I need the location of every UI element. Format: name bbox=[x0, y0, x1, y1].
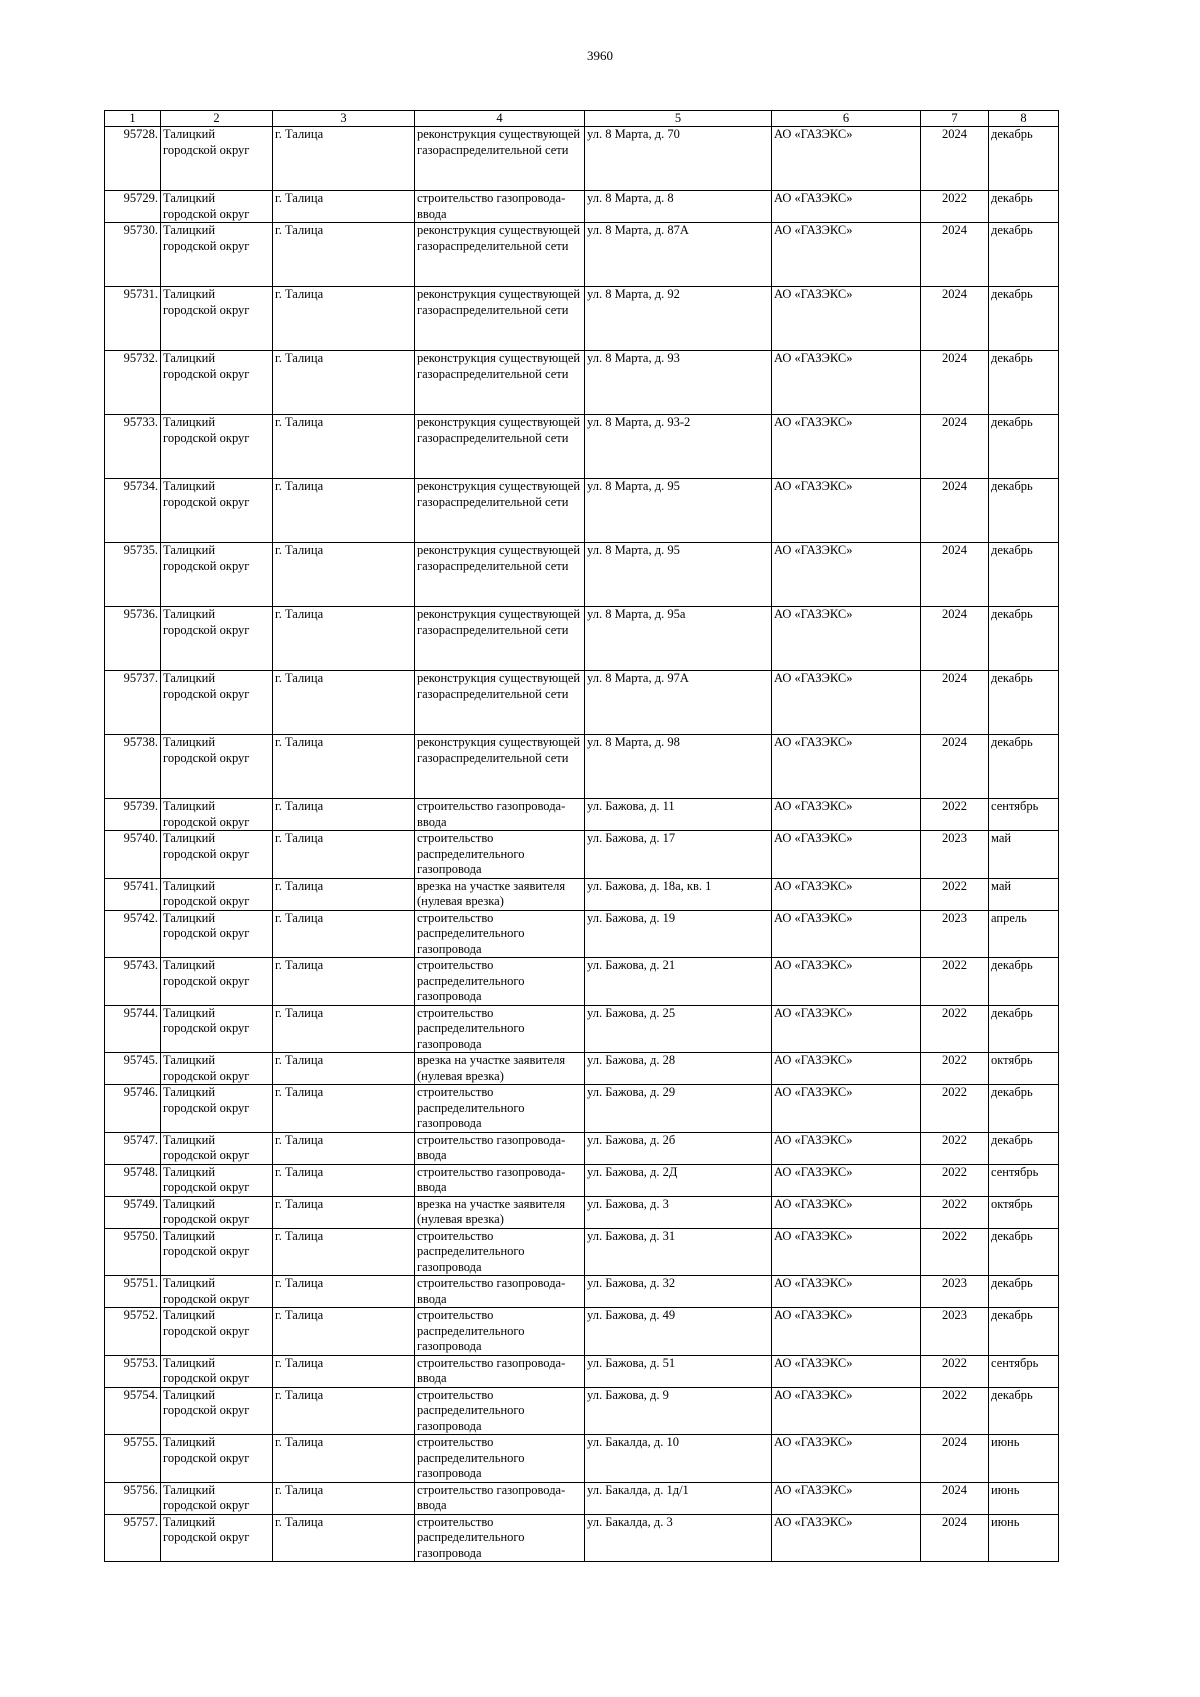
table-row bbox=[105, 1196, 1059, 1228]
row-number-cell: 95730. bbox=[105, 223, 161, 287]
year-cell: 2024 bbox=[921, 127, 989, 191]
row-number-cell: 95746. bbox=[105, 1085, 161, 1133]
district-cell: Талицкий городской округ bbox=[161, 1355, 273, 1387]
year-cell: 2024 bbox=[921, 1482, 989, 1514]
month-cell: декабрь bbox=[989, 415, 1059, 479]
month-cell: декабрь bbox=[989, 1085, 1059, 1133]
district-cell: Талицкий городской округ bbox=[161, 1514, 273, 1562]
address-cell: ул. Бажова, д. 49 bbox=[585, 1308, 772, 1356]
work-type-cell: строительство распределительного газопровода bbox=[415, 1228, 585, 1276]
table-row bbox=[105, 1308, 1059, 1356]
settlement-cell: г. Талица bbox=[273, 351, 415, 415]
address-cell: ул. Бажова, д. 31 bbox=[585, 1228, 772, 1276]
year-cell: 2022 bbox=[921, 1387, 989, 1435]
table-body bbox=[105, 127, 1059, 1562]
work-type-cell: реконструкция существующей газораспределительной сети bbox=[415, 607, 585, 671]
work-type-cell: строительство газопровода-ввода bbox=[415, 1132, 585, 1164]
organization-cell: АО «ГАЗЭКС» bbox=[772, 1387, 921, 1435]
address-cell: ул. Бакалда, д. 10 bbox=[585, 1435, 772, 1483]
month-cell: декабрь bbox=[989, 1132, 1059, 1164]
row-number-cell: 95735. bbox=[105, 543, 161, 607]
row-number-cell: 95752. bbox=[105, 1308, 161, 1356]
settlement-cell: г. Талица bbox=[273, 1005, 415, 1053]
month-cell: декабрь bbox=[989, 671, 1059, 735]
district-cell: Талицкий городской округ bbox=[161, 1085, 273, 1133]
row-number-cell: 95742. bbox=[105, 910, 161, 958]
district-cell: Талицкий городской округ bbox=[161, 543, 273, 607]
month-cell: декабрь bbox=[989, 1005, 1059, 1053]
district-cell: Талицкий городской округ bbox=[161, 831, 273, 879]
work-type-cell: строительство распределительного газопровода bbox=[415, 1514, 585, 1562]
row-number-cell: 95753. bbox=[105, 1355, 161, 1387]
organization-cell: АО «ГАЗЭКС» bbox=[772, 671, 921, 735]
address-cell: ул. 8 Марта, д. 95 bbox=[585, 479, 772, 543]
table-row bbox=[105, 1164, 1059, 1196]
work-type-cell: реконструкция существующей газораспределительной сети bbox=[415, 351, 585, 415]
settlement-cell: г. Талица bbox=[273, 1387, 415, 1435]
address-cell: ул. Бажова, д. 11 bbox=[585, 799, 772, 831]
organization-cell: АО «ГАЗЭКС» bbox=[772, 1228, 921, 1276]
district-cell: Талицкий городской округ bbox=[161, 910, 273, 958]
table-row bbox=[105, 1355, 1059, 1387]
organization-cell: АО «ГАЗЭКС» bbox=[772, 287, 921, 351]
month-cell: сентябрь bbox=[989, 1164, 1059, 1196]
address-cell: ул. 8 Марта, д. 8 bbox=[585, 191, 772, 223]
work-type-cell: врезка на участке заявителя (нулевая врезка) bbox=[415, 878, 585, 910]
year-cell: 2024 bbox=[921, 287, 989, 351]
year-cell: 2024 bbox=[921, 607, 989, 671]
work-type-cell: строительство газопровода-ввода bbox=[415, 1276, 585, 1308]
organization-cell: АО «ГАЗЭКС» bbox=[772, 191, 921, 223]
month-cell: декабрь bbox=[989, 1387, 1059, 1435]
organization-cell: АО «ГАЗЭКС» bbox=[772, 1514, 921, 1562]
address-cell: ул. Бажова, д. 29 bbox=[585, 1085, 772, 1133]
year-cell: 2022 bbox=[921, 1196, 989, 1228]
header-cell: 1 bbox=[105, 111, 161, 127]
address-cell: ул. 8 Марта, д. 98 bbox=[585, 735, 772, 799]
month-cell: июнь bbox=[989, 1514, 1059, 1562]
organization-cell: АО «ГАЗЭКС» bbox=[772, 1196, 921, 1228]
settlement-cell: г. Талица bbox=[273, 735, 415, 799]
year-cell: 2022 bbox=[921, 799, 989, 831]
row-number-cell: 95734. bbox=[105, 479, 161, 543]
organization-cell: АО «ГАЗЭКС» bbox=[772, 1482, 921, 1514]
address-cell: ул. Бажова, д. 2б bbox=[585, 1132, 772, 1164]
settlement-cell: г. Талица bbox=[273, 1053, 415, 1085]
address-cell: ул. 8 Марта, д. 92 bbox=[585, 287, 772, 351]
table-row bbox=[105, 735, 1059, 799]
header-cell: 7 bbox=[921, 111, 989, 127]
organization-cell: АО «ГАЗЭКС» bbox=[772, 1005, 921, 1053]
work-type-cell: строительство газопровода-ввода bbox=[415, 1164, 585, 1196]
year-cell: 2022 bbox=[921, 878, 989, 910]
work-type-cell: реконструкция существующей газораспределительной сети bbox=[415, 479, 585, 543]
settlement-cell: г. Талица bbox=[273, 1085, 415, 1133]
settlement-cell: г. Талица bbox=[273, 958, 415, 1006]
address-cell: ул. Бажова, д. 32 bbox=[585, 1276, 772, 1308]
settlement-cell: г. Талица bbox=[273, 543, 415, 607]
year-cell: 2022 bbox=[921, 1132, 989, 1164]
organization-cell: АО «ГАЗЭКС» bbox=[772, 831, 921, 879]
table-row bbox=[105, 287, 1059, 351]
address-cell: ул. 8 Марта, д. 87А bbox=[585, 223, 772, 287]
settlement-cell: г. Талица bbox=[273, 1196, 415, 1228]
work-type-cell: строительство газопровода-ввода bbox=[415, 1355, 585, 1387]
work-type-cell: строительство распределительного газопровода bbox=[415, 958, 585, 1006]
row-number-cell: 95728. bbox=[105, 127, 161, 191]
district-cell: Талицкий городской округ bbox=[161, 127, 273, 191]
month-cell: декабрь bbox=[989, 127, 1059, 191]
work-type-cell: строительство газопровода-ввода bbox=[415, 1482, 585, 1514]
month-cell: декабрь bbox=[989, 607, 1059, 671]
table-row bbox=[105, 1005, 1059, 1053]
table-row bbox=[105, 1514, 1059, 1562]
district-cell: Талицкий городской округ bbox=[161, 287, 273, 351]
table-row bbox=[105, 1228, 1059, 1276]
work-type-cell: строительство распределительного газопровода bbox=[415, 1005, 585, 1053]
year-cell: 2023 bbox=[921, 910, 989, 958]
month-cell: декабрь bbox=[989, 351, 1059, 415]
district-cell: Талицкий городской округ bbox=[161, 1053, 273, 1085]
settlement-cell: г. Талица bbox=[273, 223, 415, 287]
month-cell: декабрь bbox=[989, 735, 1059, 799]
row-number-cell: 95741. bbox=[105, 878, 161, 910]
settlement-cell: г. Талица bbox=[273, 479, 415, 543]
address-cell: ул. Бажова, д. 21 bbox=[585, 958, 772, 1006]
year-cell: 2024 bbox=[921, 1514, 989, 1562]
organization-cell: АО «ГАЗЭКС» bbox=[772, 735, 921, 799]
district-cell: Талицкий городской округ bbox=[161, 1276, 273, 1308]
year-cell: 2024 bbox=[921, 415, 989, 479]
row-number-cell: 95732. bbox=[105, 351, 161, 415]
settlement-cell: г. Талица bbox=[273, 878, 415, 910]
month-cell: май bbox=[989, 878, 1059, 910]
work-type-cell: врезка на участке заявителя (нулевая врезка) bbox=[415, 1196, 585, 1228]
district-cell: Талицкий городской округ bbox=[161, 735, 273, 799]
work-type-cell: строительство распределительного газопровода bbox=[415, 1387, 585, 1435]
district-cell: Талицкий городской округ bbox=[161, 1005, 273, 1053]
district-cell: Талицкий городской округ bbox=[161, 191, 273, 223]
settlement-cell: г. Талица bbox=[273, 191, 415, 223]
district-cell: Талицкий городской округ bbox=[161, 1308, 273, 1356]
address-cell: ул. 8 Марта, д. 97А bbox=[585, 671, 772, 735]
work-type-cell: реконструкция существующей газораспределительной сети bbox=[415, 543, 585, 607]
settlement-cell: г. Талица bbox=[273, 1308, 415, 1356]
settlement-cell: г. Талица bbox=[273, 1514, 415, 1562]
month-cell: май bbox=[989, 831, 1059, 879]
month-cell: декабрь bbox=[989, 191, 1059, 223]
month-cell: декабрь bbox=[989, 479, 1059, 543]
row-number-cell: 95737. bbox=[105, 671, 161, 735]
work-type-cell: реконструкция существующей газораспределительной сети bbox=[415, 223, 585, 287]
settlement-cell: г. Талица bbox=[273, 1435, 415, 1483]
address-cell: ул. Бажова, д. 28 bbox=[585, 1053, 772, 1085]
table-row bbox=[105, 479, 1059, 543]
year-cell: 2022 bbox=[921, 191, 989, 223]
month-cell: сентябрь bbox=[989, 799, 1059, 831]
settlement-cell: г. Талица bbox=[273, 831, 415, 879]
address-cell: ул. Бажова, д. 25 bbox=[585, 1005, 772, 1053]
row-number-cell: 95755. bbox=[105, 1435, 161, 1483]
settlement-cell: г. Талица bbox=[273, 415, 415, 479]
month-cell: сентябрь bbox=[989, 1355, 1059, 1387]
address-cell: ул. Бажова, д. 2Д bbox=[585, 1164, 772, 1196]
organization-cell: АО «ГАЗЭКС» bbox=[772, 607, 921, 671]
organization-cell: АО «ГАЗЭКС» bbox=[772, 1355, 921, 1387]
row-number-cell: 95744. bbox=[105, 1005, 161, 1053]
year-cell: 2023 bbox=[921, 1276, 989, 1308]
organization-cell: АО «ГАЗЭКС» bbox=[772, 1164, 921, 1196]
row-number-cell: 95756. bbox=[105, 1482, 161, 1514]
work-type-cell: реконструкция существующей газораспределительной сети bbox=[415, 735, 585, 799]
settlement-cell: г. Талица bbox=[273, 910, 415, 958]
table-row bbox=[105, 831, 1059, 879]
year-cell: 2022 bbox=[921, 1228, 989, 1276]
organization-cell: АО «ГАЗЭКС» bbox=[772, 543, 921, 607]
address-cell: ул. Бажова, д. 17 bbox=[585, 831, 772, 879]
district-cell: Талицкий городской округ bbox=[161, 1132, 273, 1164]
month-cell: декабрь bbox=[989, 1276, 1059, 1308]
organization-cell: АО «ГАЗЭКС» bbox=[772, 1435, 921, 1483]
settlement-cell: г. Талица bbox=[273, 671, 415, 735]
table-row bbox=[105, 1387, 1059, 1435]
table-row bbox=[105, 127, 1059, 191]
header-cell: 6 bbox=[772, 111, 921, 127]
address-cell: ул. Бажова, д. 19 bbox=[585, 910, 772, 958]
address-cell: ул. Бакалда, д. 1д/1 bbox=[585, 1482, 772, 1514]
year-cell: 2024 bbox=[921, 735, 989, 799]
table-row bbox=[105, 671, 1059, 735]
address-cell: ул. 8 Марта, д. 93 bbox=[585, 351, 772, 415]
district-cell: Талицкий городской округ bbox=[161, 223, 273, 287]
table-row bbox=[105, 223, 1059, 287]
table-row bbox=[105, 1435, 1059, 1483]
address-cell: ул. 8 Марта, д. 93-2 bbox=[585, 415, 772, 479]
settlement-cell: г. Талица bbox=[273, 1164, 415, 1196]
work-type-cell: строительство распределительного газопровода bbox=[415, 910, 585, 958]
row-number-cell: 95743. bbox=[105, 958, 161, 1006]
work-type-cell: реконструкция существующей газораспределительной сети bbox=[415, 287, 585, 351]
organization-cell: АО «ГАЗЭКС» bbox=[772, 479, 921, 543]
table-row bbox=[105, 1085, 1059, 1133]
district-cell: Талицкий городской округ bbox=[161, 607, 273, 671]
work-type-cell: реконструкция существующей газораспределительной сети bbox=[415, 415, 585, 479]
district-cell: Талицкий городской округ bbox=[161, 1196, 273, 1228]
table-row bbox=[105, 351, 1059, 415]
table-row bbox=[105, 543, 1059, 607]
row-number-cell: 95754. bbox=[105, 1387, 161, 1435]
organization-cell: АО «ГАЗЭКС» bbox=[772, 1053, 921, 1085]
table-row bbox=[105, 958, 1059, 1006]
organization-cell: АО «ГАЗЭКС» bbox=[772, 127, 921, 191]
year-cell: 2024 bbox=[921, 479, 989, 543]
month-cell: апрель bbox=[989, 910, 1059, 958]
month-cell: декабрь bbox=[989, 1308, 1059, 1356]
month-cell: декабрь bbox=[989, 958, 1059, 1006]
row-number-cell: 95733. bbox=[105, 415, 161, 479]
address-cell: ул. Бажова, д. 9 bbox=[585, 1387, 772, 1435]
work-type-cell: реконструкция существующей газораспределительной сети bbox=[415, 671, 585, 735]
table-row bbox=[105, 1053, 1059, 1085]
address-cell: ул. 8 Марта, д. 70 bbox=[585, 127, 772, 191]
year-cell: 2024 bbox=[921, 671, 989, 735]
organization-cell: АО «ГАЗЭКС» bbox=[772, 1132, 921, 1164]
row-number-cell: 95745. bbox=[105, 1053, 161, 1085]
organization-cell: АО «ГАЗЭКС» bbox=[772, 415, 921, 479]
month-cell: июнь bbox=[989, 1435, 1059, 1483]
row-number-cell: 95757. bbox=[105, 1514, 161, 1562]
year-cell: 2024 bbox=[921, 1435, 989, 1483]
settlement-cell: г. Талица bbox=[273, 1132, 415, 1164]
header-cell: 8 bbox=[989, 111, 1059, 127]
month-cell: декабрь bbox=[989, 223, 1059, 287]
organization-cell: АО «ГАЗЭКС» bbox=[772, 1085, 921, 1133]
row-number-cell: 95739. bbox=[105, 799, 161, 831]
district-cell: Талицкий городской округ bbox=[161, 958, 273, 1006]
registry-table bbox=[104, 110, 1059, 1562]
settlement-cell: г. Талица bbox=[273, 607, 415, 671]
organization-cell: АО «ГАЗЭКС» bbox=[772, 799, 921, 831]
year-cell: 2023 bbox=[921, 831, 989, 879]
month-cell: декабрь bbox=[989, 1228, 1059, 1276]
district-cell: Талицкий городской округ bbox=[161, 415, 273, 479]
table-row bbox=[105, 1276, 1059, 1308]
work-type-cell: реконструкция существующей газораспределительной сети bbox=[415, 127, 585, 191]
district-cell: Талицкий городской округ bbox=[161, 1435, 273, 1483]
work-type-cell: строительство распределительного газопровода bbox=[415, 1085, 585, 1133]
district-cell: Талицкий городской округ bbox=[161, 671, 273, 735]
month-cell: октябрь bbox=[989, 1053, 1059, 1085]
table-header-row bbox=[105, 111, 1059, 127]
district-cell: Талицкий городской округ bbox=[161, 1482, 273, 1514]
organization-cell: АО «ГАЗЭКС» bbox=[772, 958, 921, 1006]
header-cell: 2 bbox=[161, 111, 273, 127]
table-row bbox=[105, 191, 1059, 223]
header-cell: 4 bbox=[415, 111, 585, 127]
month-cell: октябрь bbox=[989, 1196, 1059, 1228]
row-number-cell: 95731. bbox=[105, 287, 161, 351]
address-cell: ул. Бажова, д. 3 bbox=[585, 1196, 772, 1228]
district-cell: Талицкий городской округ bbox=[161, 878, 273, 910]
table-row bbox=[105, 607, 1059, 671]
work-type-cell: строительство распределительного газопровода bbox=[415, 1435, 585, 1483]
address-cell: ул. Бакалда, д. 3 bbox=[585, 1514, 772, 1562]
year-cell: 2022 bbox=[921, 1355, 989, 1387]
district-cell: Талицкий городской округ bbox=[161, 1228, 273, 1276]
table-row bbox=[105, 910, 1059, 958]
settlement-cell: г. Талица bbox=[273, 1482, 415, 1514]
row-number-cell: 95747. bbox=[105, 1132, 161, 1164]
table-row bbox=[105, 415, 1059, 479]
work-type-cell: врезка на участке заявителя (нулевая врезка) bbox=[415, 1053, 585, 1085]
row-number-cell: 95748. bbox=[105, 1164, 161, 1196]
settlement-cell: г. Талица bbox=[273, 1355, 415, 1387]
organization-cell: АО «ГАЗЭКС» bbox=[772, 1276, 921, 1308]
work-type-cell: строительство распределительного газопровода bbox=[415, 1308, 585, 1356]
header-cell: 5 bbox=[585, 111, 772, 127]
row-number-cell: 95749. bbox=[105, 1196, 161, 1228]
address-cell: ул. Бажова, д. 18а, кв. 1 bbox=[585, 878, 772, 910]
table-row bbox=[105, 1482, 1059, 1514]
table-row bbox=[105, 1132, 1059, 1164]
organization-cell: АО «ГАЗЭКС» bbox=[772, 1308, 921, 1356]
settlement-cell: г. Талица bbox=[273, 1228, 415, 1276]
year-cell: 2024 bbox=[921, 543, 989, 607]
work-type-cell: строительство распределительного газопровода bbox=[415, 831, 585, 879]
settlement-cell: г. Талица bbox=[273, 127, 415, 191]
month-cell: июнь bbox=[989, 1482, 1059, 1514]
year-cell: 2022 bbox=[921, 1164, 989, 1196]
district-cell: Талицкий городской округ bbox=[161, 1387, 273, 1435]
organization-cell: АО «ГАЗЭКС» bbox=[772, 223, 921, 287]
address-cell: ул. 8 Марта, д. 95 bbox=[585, 543, 772, 607]
address-cell: ул. Бажова, д. 51 bbox=[585, 1355, 772, 1387]
district-cell: Талицкий городской округ bbox=[161, 479, 273, 543]
page-number: 3960 bbox=[587, 48, 613, 63]
header-cell: 3 bbox=[273, 111, 415, 127]
settlement-cell: г. Талица bbox=[273, 799, 415, 831]
organization-cell: АО «ГАЗЭКС» bbox=[772, 878, 921, 910]
year-cell: 2022 bbox=[921, 1053, 989, 1085]
settlement-cell: г. Талица bbox=[273, 1276, 415, 1308]
address-cell: ул. 8 Марта, д. 95а bbox=[585, 607, 772, 671]
row-number-cell: 95740. bbox=[105, 831, 161, 879]
row-number-cell: 95729. bbox=[105, 191, 161, 223]
district-cell: Талицкий городской округ bbox=[161, 351, 273, 415]
table-row bbox=[105, 878, 1059, 910]
row-number-cell: 95736. bbox=[105, 607, 161, 671]
table-row bbox=[105, 799, 1059, 831]
month-cell: декабрь bbox=[989, 543, 1059, 607]
year-cell: 2024 bbox=[921, 223, 989, 287]
organization-cell: АО «ГАЗЭКС» bbox=[772, 910, 921, 958]
row-number-cell: 95738. bbox=[105, 735, 161, 799]
work-type-cell: строительство газопровода-ввода bbox=[415, 799, 585, 831]
settlement-cell: г. Талица bbox=[273, 287, 415, 351]
year-cell: 2023 bbox=[921, 1308, 989, 1356]
row-number-cell: 95751. bbox=[105, 1276, 161, 1308]
row-number-cell: 95750. bbox=[105, 1228, 161, 1276]
district-cell: Талицкий городской округ bbox=[161, 1164, 273, 1196]
organization-cell: АО «ГАЗЭКС» bbox=[772, 351, 921, 415]
month-cell: декабрь bbox=[989, 287, 1059, 351]
district-cell: Талицкий городской округ bbox=[161, 799, 273, 831]
year-cell: 2022 bbox=[921, 958, 989, 1006]
work-type-cell: строительство газопровода-ввода bbox=[415, 191, 585, 223]
year-cell: 2022 bbox=[921, 1085, 989, 1133]
year-cell: 2022 bbox=[921, 1005, 989, 1053]
year-cell: 2024 bbox=[921, 351, 989, 415]
